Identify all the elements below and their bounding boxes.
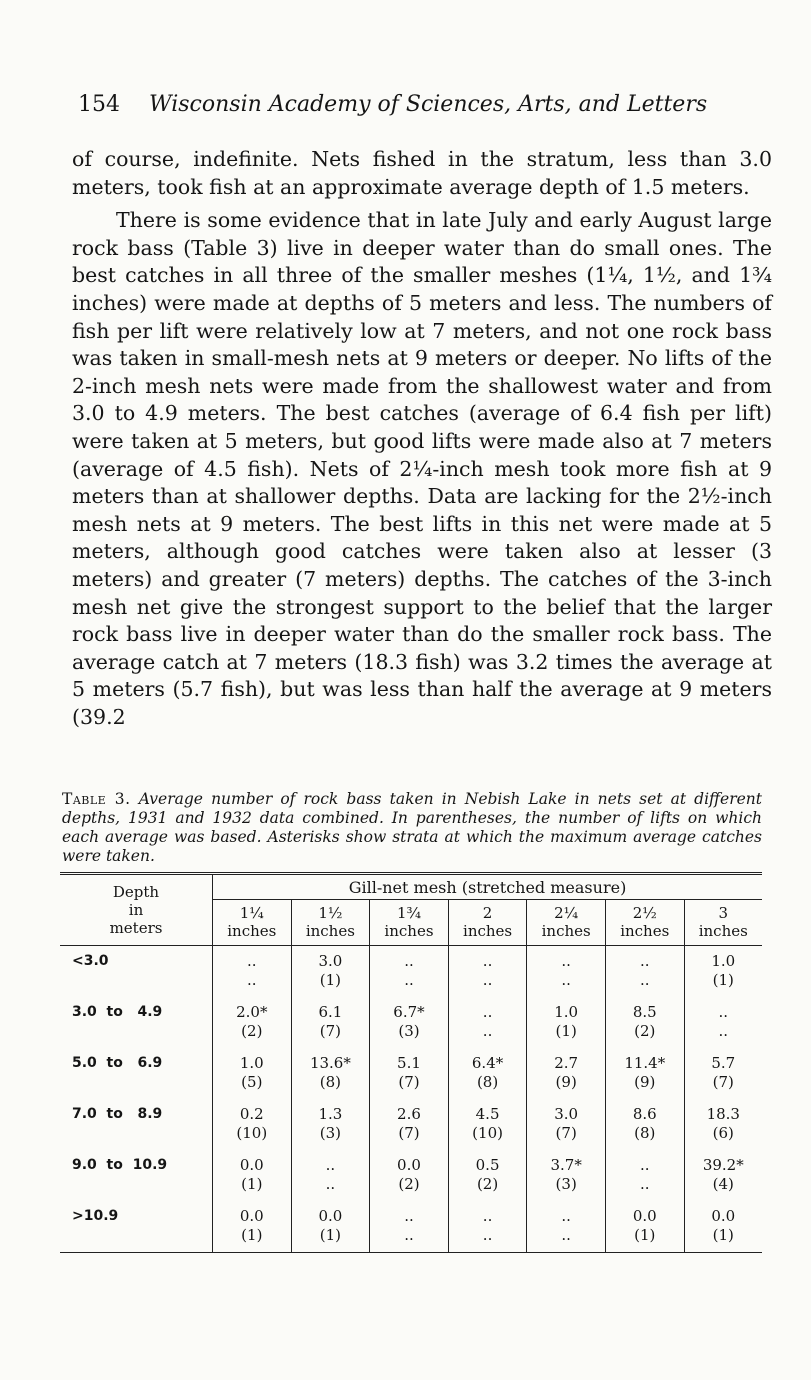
average-catch: 6.1	[318, 1003, 343, 1021]
mesh-size-header: 1½ inches	[291, 900, 370, 946]
average-catch: ..	[325, 1156, 336, 1174]
data-cell	[448, 997, 527, 1048]
lift-count: ..	[325, 1175, 336, 1193]
data-cell	[527, 997, 606, 1048]
average-catch: ..	[639, 1156, 650, 1174]
data-cell	[527, 1099, 606, 1150]
lift-count: (8)	[634, 1124, 656, 1142]
data-cell	[370, 1150, 449, 1201]
paragraph-rock-bass-depth: There is some evidence that in late July and early August large rock bass (Table 3) live in deeper water than do small ones. The best catches in all three of the smaller meshes (1¼, 1½, and 1¾ inches) were made at depths of 5 meters and less. The numbers of fish per lift were relatively low at 7 meters, and not one rock bass was taken in small-mesh nets at 9 meters or deeper. No lifts of the 2-inch mesh nets were made from the shallowest water and from 3.0 to 4.9 meters. The best catches (average of 6.4 fish per lift) were taken at 5 meters, but good lifts were made also at 7 meters (average of 4.5 fish). Nets of 2¼-inch mesh took more fish at 9 meters than at shallower depths. Data are lacking for the 2½-inch mesh nets at 9 meters. The best lifts in this net were made at 5 meters, although good catches were taken also at lesser (3 meters) and greater (7 meters) depths. The catches of the 3-inch mesh net give the strongest support to the belief that the larger rock bass live in deeper water than do the smaller rock bass. The average catch at 7 meters (18.3 fish) was 3.2 times the average at 5 meters (5.7 fish), but was less than half the average at 9 meters (39.2	[72, 208, 772, 729]
average-catch: 0.0	[239, 1207, 264, 1225]
average-catch: 3.7*	[550, 1156, 582, 1174]
lift-count: ..	[404, 1226, 414, 1244]
average-catch: 1.0	[554, 1003, 579, 1021]
lift-count: (2)	[634, 1022, 656, 1040]
data-cell	[684, 1150, 762, 1201]
lift-count: ..	[718, 1022, 729, 1040]
lift-count: ..	[247, 971, 257, 989]
data-cell	[370, 1201, 449, 1253]
lift-count: ..	[561, 1226, 571, 1244]
lift-count: (2)	[241, 1022, 263, 1040]
data-cell	[291, 1150, 370, 1201]
data-cell	[213, 1150, 292, 1201]
data-cell	[605, 1201, 684, 1253]
lift-count: (7)	[398, 1073, 420, 1091]
depth-cell: <3.0	[60, 946, 213, 998]
lift-count: ..	[482, 971, 493, 989]
data-cell	[605, 946, 684, 998]
data-cell	[448, 1150, 527, 1201]
table-row	[60, 1201, 762, 1253]
data-cell	[605, 1048, 684, 1099]
mesh-group-header: Gill-net mesh (stretched measure)	[213, 874, 763, 900]
page-number: 154	[78, 92, 120, 117]
average-catch: 1.3	[318, 1105, 343, 1123]
average-catch: 8.6	[632, 1105, 657, 1123]
lift-count: (10)	[236, 1124, 268, 1142]
lift-count: (2)	[398, 1175, 420, 1193]
paragraph-continuation: of course, indefinite. Nets fished in the stratum, less than 3.0 meters, took fish at an approximate average depth of 1.5 meters.	[72, 147, 772, 199]
depth-cell: 7.0 to 8.9	[60, 1099, 213, 1150]
average-catch: 4.5	[475, 1105, 500, 1123]
average-catch: 39.2*	[702, 1156, 744, 1174]
data-cell	[527, 1150, 606, 1201]
average-catch: 13.6*	[309, 1054, 351, 1072]
average-catch: 2.6	[397, 1105, 421, 1123]
body-text	[72, 146, 772, 731]
average-catch: 0.2	[239, 1105, 264, 1123]
average-catch: 0.5	[475, 1156, 500, 1174]
average-catch: 2.0*	[236, 1003, 268, 1021]
data-cell	[291, 946, 370, 998]
data-cell	[448, 1099, 527, 1150]
data-cell	[448, 1201, 527, 1253]
lift-count: (7)	[555, 1124, 577, 1142]
average-catch: 0.0	[632, 1207, 657, 1225]
lift-count: (1)	[241, 1175, 263, 1193]
mesh-size-header: 2 inches	[448, 900, 527, 946]
average-catch: 0.0	[711, 1207, 736, 1225]
data-cell	[213, 946, 292, 998]
data-cell	[527, 1201, 606, 1253]
data-cell	[527, 946, 606, 998]
average-catch: 8.5	[632, 1003, 657, 1021]
average-catch: 0.0	[397, 1156, 421, 1174]
average-catch: ..	[639, 952, 650, 970]
depth-cell: 5.0 to 6.9	[60, 1048, 213, 1099]
lift-count: (8)	[476, 1073, 499, 1091]
data-cell	[605, 1150, 684, 1201]
table-caption-label: Table 3.	[62, 790, 131, 808]
average-catch: ..	[247, 952, 257, 970]
rock-bass-depth-table	[60, 872, 762, 1253]
lift-count: (3)	[555, 1175, 577, 1193]
data-cell	[684, 946, 762, 998]
lift-count: ..	[482, 1022, 493, 1040]
data-cell	[527, 1048, 606, 1099]
depth-cell: 9.0 to 10.9	[60, 1150, 213, 1201]
table-row	[60, 946, 762, 998]
average-catch: 11.4*	[624, 1054, 666, 1072]
average-catch: ..	[404, 952, 414, 970]
data-cell	[684, 1099, 762, 1150]
data-cell	[605, 997, 684, 1048]
lift-count: (7)	[398, 1124, 420, 1142]
average-catch: 2.7	[554, 1054, 579, 1072]
average-catch: ..	[561, 1207, 571, 1225]
average-catch: 1.0	[239, 1054, 264, 1072]
table-caption	[62, 790, 762, 866]
lift-count: (9)	[634, 1073, 656, 1091]
average-catch: 0.0	[239, 1156, 264, 1174]
average-catch: ..	[561, 952, 571, 970]
data-cell	[213, 1048, 292, 1099]
average-catch: 5.1	[397, 1054, 421, 1072]
lift-count: (10)	[472, 1124, 503, 1142]
average-catch: ..	[482, 1003, 493, 1021]
data-cell	[684, 1201, 762, 1253]
lift-count: ..	[404, 971, 414, 989]
average-catch: 0.0	[318, 1207, 343, 1225]
running-title: Wisconsin Academy of Sciences, Arts, and Letters	[149, 92, 708, 117]
lift-count: (1)	[712, 1226, 734, 1244]
lift-count: (3)	[398, 1022, 420, 1040]
data-cell	[684, 997, 762, 1048]
mesh-size-header: 2½ inches	[605, 900, 684, 946]
data-cell	[448, 946, 527, 998]
depth-cell: 3.0 to 4.9	[60, 997, 213, 1048]
data-cell	[605, 1099, 684, 1150]
data-cell	[213, 1099, 292, 1150]
lift-count: (1)	[241, 1226, 263, 1244]
data-cell	[448, 1048, 527, 1099]
average-catch: ..	[482, 952, 493, 970]
mesh-size-header: 1¼ inches	[213, 900, 292, 946]
average-catch: ..	[404, 1207, 414, 1225]
lift-count: (7)	[712, 1073, 734, 1091]
average-catch: 18.3	[706, 1105, 740, 1123]
table-row	[60, 1099, 762, 1150]
lift-count: (1)	[319, 1226, 342, 1244]
average-catch: 6.7*	[393, 1003, 425, 1021]
average-catch: 6.4*	[471, 1054, 504, 1072]
data-cell	[291, 1099, 370, 1150]
depth-cell: >10.9	[60, 1201, 213, 1253]
lift-count: (2)	[476, 1175, 499, 1193]
table-row	[60, 1150, 762, 1201]
lift-count: ..	[639, 971, 650, 989]
mesh-size-header: 1¾ inches	[370, 900, 449, 946]
lift-count: (1)	[634, 1226, 656, 1244]
lift-count: (5)	[241, 1073, 263, 1091]
data-cell	[370, 946, 449, 998]
lift-count: (7)	[319, 1022, 342, 1040]
table-row	[60, 997, 762, 1048]
data-cell	[213, 997, 292, 1048]
data-cell	[291, 1048, 370, 1099]
lift-count: (4)	[712, 1175, 734, 1193]
average-catch: ..	[718, 1003, 729, 1021]
lift-count: (3)	[319, 1124, 342, 1142]
depth-column-header: Depth in meters	[60, 874, 213, 946]
average-catch: 5.7	[711, 1054, 736, 1072]
average-catch: ..	[482, 1207, 493, 1225]
data-cell	[370, 1099, 449, 1150]
lift-count: ..	[561, 971, 571, 989]
lift-count: (8)	[319, 1073, 342, 1091]
table-row	[60, 1048, 762, 1099]
data-cell	[684, 1048, 762, 1099]
data-cell	[213, 1201, 292, 1253]
lift-count: ..	[482, 1226, 493, 1244]
data-cell	[370, 997, 449, 1048]
average-catch: 3.0	[318, 952, 343, 970]
page-header	[78, 92, 718, 117]
lift-count: (6)	[712, 1124, 734, 1142]
lift-count: (9)	[555, 1073, 577, 1091]
data-cell	[291, 997, 370, 1048]
lift-count: (1)	[712, 971, 734, 989]
mesh-size-header: 2¼ inches	[527, 900, 606, 946]
average-catch: 1.0	[711, 952, 736, 970]
table-caption-text: Average number of rock bass taken in Nebish Lake in nets set at different depths, 1931 and 1932 data combined. In parentheses, the number of lifts on which each average was based. Asterisks show strata at which the maximum average catches were taken.	[62, 790, 762, 865]
average-catch: 3.0	[554, 1105, 579, 1123]
lift-count: (1)	[319, 971, 342, 989]
lift-count: ..	[639, 1175, 650, 1193]
data-cell	[370, 1048, 449, 1099]
table-body	[60, 946, 762, 1253]
data-cell	[291, 1201, 370, 1253]
lift-count: (1)	[555, 1022, 577, 1040]
mesh-size-header: 3 inches	[684, 900, 762, 946]
